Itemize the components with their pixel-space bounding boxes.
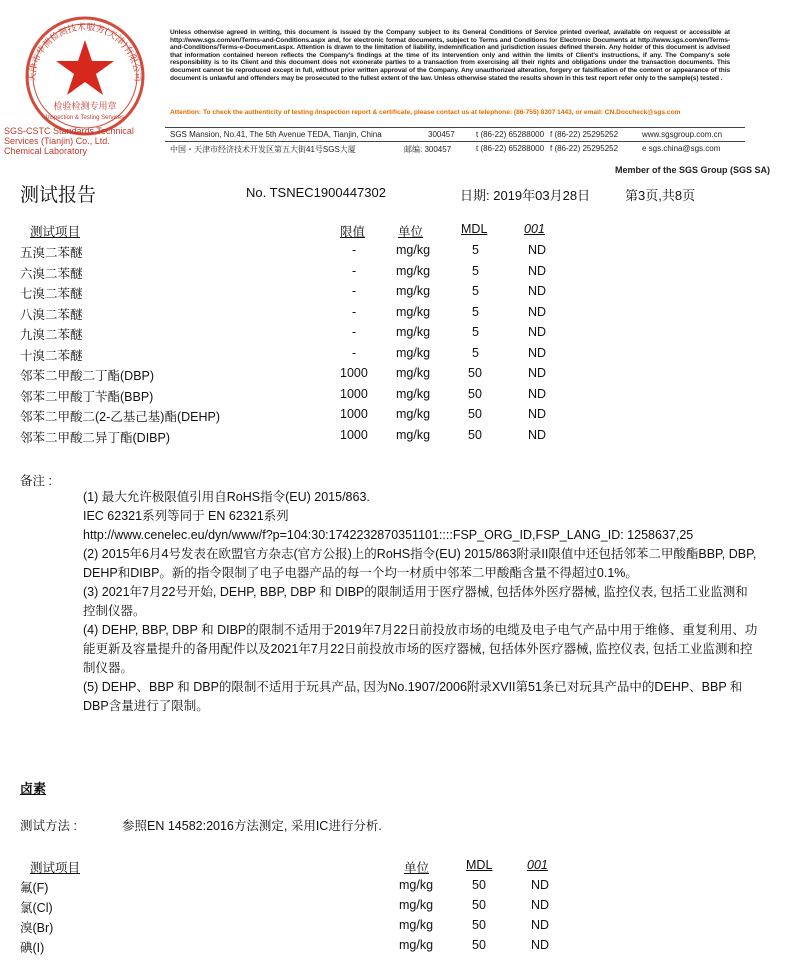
- note-2: (2) 2015年6月4号发表在欧盟官方杂志(官方公报)上的RoHS指令(EU) 2015/863附录II限值中还包括邻苯二甲酸酯BBP, DBP, DEHP和DIBP。新的指令限制了电子电器产品的每一个均一材质中邻苯二甲酸酯含量不得超过0.1%。: [83, 547, 757, 580]
- authenticity-notice: Attention: To check the authenticity of testing /inspection report & certificate, please contact us at telephone: (86-755) 8307 1443, or email: CN.Doccheck@sgs.com: [170, 109, 681, 116]
- column-header-mdl: MDL: [461, 222, 488, 236]
- result-value: ND: [528, 427, 547, 442]
- limit-value: -: [352, 345, 357, 360]
- page-number: 第3页,共8页: [625, 188, 696, 203]
- item-name: 邻苯二甲酸二丁酯(DBP): [20, 369, 155, 383]
- note-1-link: http://www.cenelec.eu/dyn/www/f?p=104:30:1742232870351101::::FSP_ORG_ID,FSP_LANG_ID: 1258637,25: [83, 528, 694, 542]
- unit-value: mg/kg: [399, 918, 434, 932]
- mdl-value: 5: [472, 304, 479, 319]
- mdl-value: 5: [472, 284, 479, 298]
- table-row: [0, 366, 790, 386]
- item-name: 六溴二苯醚: [20, 266, 83, 281]
- limit-value: -: [352, 304, 357, 319]
- svg-text:Inspection & Testing Services: Inspection & Testing Services: [45, 115, 125, 121]
- address-en: SGS Mansion, No.41, The 5th Avenue TEDA, Tianjin, China: [170, 130, 382, 139]
- item-name: 溴(Br): [20, 921, 54, 935]
- email: e sgs.china@sgs.com: [642, 144, 721, 153]
- header-divider-mid: [165, 141, 745, 142]
- result-value: ND: [531, 878, 550, 892]
- header-divider-top: [165, 127, 745, 128]
- svg-text:天津市华测检测技术服务(天津)有限公司: 天津市华测检测技术服务(天津)有限公司: [27, 22, 143, 82]
- item-name: 八溴二苯醚: [20, 307, 83, 322]
- result-value: ND: [528, 284, 547, 298]
- result-value: ND: [528, 263, 547, 278]
- table-row: [0, 284, 790, 304]
- section-title-halogen: 卤素: [20, 781, 47, 796]
- limit-value: -: [352, 243, 357, 257]
- website: www.sgsgroup.com.cn: [642, 130, 723, 139]
- notes-block: [83, 488, 758, 716]
- table-row: [0, 428, 790, 448]
- mdl-value: 50: [468, 407, 482, 421]
- result-value: ND: [531, 918, 550, 932]
- unit-value: mg/kg: [396, 243, 431, 257]
- table-row: [0, 878, 790, 898]
- mdl-value: 50: [472, 938, 486, 952]
- legal-terms-text: Unless otherwise agreed in writing, this document is issued by the Company subject to its General Conditions of Service printed overleaf, available on request or accessible at http://www.sgs.com/en/Terms-and-Conditions.aspx and, for electronic format documents, subject to Terms and Conditions for Electronic Documents at http://www.sgs.com/en/Terms-and-Conditions/Terms-e-Document.aspx. Attention is drawn to the limitation of liability, indemnification and jurisdiction issues defined therein. Any holder of this document is advised that information contained hereon reflects the Company's findings at the time of its intervention only and within the limits of Client's instructions, if any. The Company's sole responsibility is to its Client and this document does not exonerate parties to a transaction from exercising all their rights and obligations under the transaction documents. This document cannot be reproduced except in full, without prior written approval of the Company. Any unauthorized alteration, forgery or falsification of the content or appearance of this document is unlawful and offenders may be prosecuted to the fullest extent of the law. Unless otherwise stated the results shown in this test report refer only to the sample(s) tested .: [170, 29, 730, 82]
- page-title: 测试报告: [20, 184, 97, 206]
- test-method-value: 参照EN 14582:2016方法测定, 采用IC进行分析.: [122, 819, 382, 833]
- note-4: (4) DEHP, BBP, DBP 和 DIBP的限制不适用于2019年7月22日前投放市场的电缆及电子电气产品中用于维修、重复利用、功能更新及容量提升的备用配件以及2021年7月22日前投放市场的医疗器械, 包括体外医疗器械, 监控仪表, 包括工业监测和控制仪器。: [83, 623, 758, 675]
- column-header-sample: 001: [524, 222, 545, 236]
- note-3: (3) 2021年7月22号开始, DEHP, BBP, DBP 和 DIBP的限制适用于医疗器械, 包括体外医疗器械, 监控仪表, 包括工业监测和控制仪器。: [83, 585, 748, 618]
- report-date: 日期: 2019年03月28日: [460, 188, 591, 203]
- mdl-value: 5: [472, 345, 479, 360]
- unit-value: mg/kg: [396, 325, 431, 339]
- result-value: ND: [528, 366, 547, 380]
- unit-value: mg/kg: [399, 898, 434, 912]
- limit-value: -: [352, 325, 357, 339]
- test-method-label: 测试方法 :: [20, 819, 77, 833]
- seal-caption-2: Chemical Laboratory: [4, 146, 88, 156]
- item-name: 五溴二苯醚: [20, 246, 83, 260]
- unit-value: mg/kg: [399, 938, 434, 952]
- note-1: (1) 最大允许极限值引用自RoHS指令(EU) 2015/863.: [83, 490, 370, 504]
- postcode-cn: 邮编: 300457: [404, 145, 452, 154]
- result-value: ND: [528, 304, 547, 319]
- item-name: 氟(F): [20, 881, 49, 895]
- mdl-value: 50: [472, 918, 486, 932]
- item-name: 十溴二苯醚: [20, 348, 83, 363]
- column-header-unit: 单位: [398, 225, 424, 239]
- svg-text:检验检测专用章: 检验检测专用章: [53, 102, 117, 112]
- unit-value: mg/kg: [396, 304, 431, 319]
- tel-cn: t (86-22) 65288000: [476, 144, 545, 153]
- mdl-value: 5: [472, 243, 479, 257]
- limit-value: 1000: [340, 366, 368, 380]
- table-row: [0, 346, 790, 366]
- seal-caption-1: SGS-CSTC Standards Technical Services (Tianjin) Co., Ltd.: [4, 126, 134, 146]
- seal-caption: [4, 126, 164, 156]
- mdl-value: 50: [468, 427, 482, 442]
- mdl-value: 50: [468, 366, 482, 380]
- table-row: [0, 264, 790, 284]
- report-number: No. TSNEC1900447302: [246, 185, 386, 200]
- limit-value: 1000: [340, 407, 368, 421]
- table-row: [0, 305, 790, 325]
- address-cn: 中国・天津市经济技术开发区第五大街41号SGS大厦: [170, 145, 356, 154]
- fax-cn: f (86-22) 25295252: [550, 144, 619, 153]
- result-value: ND: [528, 243, 547, 257]
- item-name: 七溴二苯醚: [20, 287, 83, 301]
- unit-value: mg/kg: [396, 345, 431, 360]
- table-row: [0, 325, 790, 345]
- table-row: [0, 387, 790, 407]
- limit-value: 1000: [340, 386, 368, 401]
- item-name: 邻苯二甲酸丁苄酯(BBP): [20, 389, 154, 404]
- item-name: 邻苯二甲酸二异丁酯(DIBP): [20, 430, 171, 445]
- note-1-iec: IEC 62321系列等同于 EN 62321系列: [83, 509, 289, 523]
- item-name: 氯(Cl): [20, 901, 53, 915]
- mdl-value: 5: [472, 263, 479, 278]
- column-header-mdl: MDL: [466, 858, 493, 872]
- limit-value: -: [352, 284, 357, 298]
- column-header-sample: 001: [527, 858, 548, 872]
- unit-value: mg/kg: [396, 263, 431, 278]
- mdl-value: 50: [472, 898, 486, 912]
- limit-value: 1000: [340, 427, 368, 442]
- postcode-en: 300457: [428, 130, 455, 139]
- member-of-sgs: Member of the SGS Group (SGS SA): [614, 165, 770, 175]
- unit-value: mg/kg: [399, 878, 434, 892]
- result-value: ND: [528, 325, 547, 339]
- unit-value: mg/kg: [396, 366, 431, 380]
- item-name: 九溴二苯醚: [20, 328, 83, 342]
- note-5: (5) DEHP、BBP 和 DBP的限制不适用于玩具产品, 因为No.1907/2006附录XVII第51条已对玩具产品中的DEHP、BBP 和 DBP含量进行了限制。: [83, 680, 743, 713]
- unit-value: mg/kg: [396, 284, 431, 298]
- notes-label: 备注 :: [20, 474, 52, 488]
- table-row: [0, 243, 790, 263]
- item-name: 碘(I): [20, 941, 45, 955]
- mdl-value: 5: [472, 325, 479, 339]
- unit-value: mg/kg: [396, 427, 431, 442]
- mdl-value: 50: [468, 386, 482, 401]
- column-header-unit: 单位: [404, 861, 430, 875]
- column-header-item: 测试项目: [30, 225, 81, 239]
- item-name: 邻苯二甲酸二(2-乙基己基)酯(DEHP): [20, 410, 220, 424]
- result-value: ND: [528, 345, 547, 360]
- unit-value: mg/kg: [396, 386, 431, 401]
- table-row: [0, 918, 790, 938]
- column-header-limit: 限值: [340, 225, 366, 239]
- result-value: ND: [528, 407, 547, 421]
- fax-en: f (86-22) 25295252: [550, 130, 619, 139]
- table-row: [0, 407, 790, 427]
- unit-value: mg/kg: [396, 407, 431, 421]
- mdl-value: 50: [472, 878, 486, 892]
- column-header-item: 测试项目: [30, 861, 81, 875]
- result-value: ND: [531, 938, 550, 952]
- limit-value: -: [352, 263, 357, 278]
- table-row: [0, 898, 790, 918]
- result-value: ND: [528, 386, 547, 401]
- table-row: [0, 938, 790, 958]
- tel-en: t (86-22) 65288000: [476, 130, 545, 139]
- result-value: ND: [531, 898, 550, 912]
